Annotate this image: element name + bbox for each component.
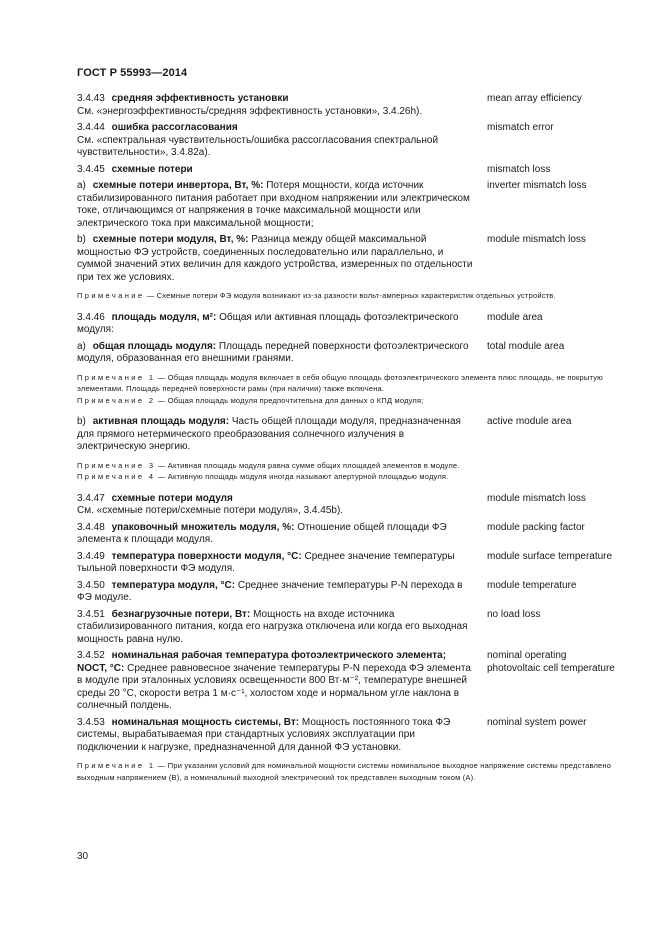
term-number: 3.4.44 <box>77 122 105 133</box>
note-label: Примечание 4 <box>77 472 156 481</box>
term-definition <box>77 580 475 605</box>
term-number: 3.4.49 <box>77 550 105 562</box>
term-english: module temperature <box>487 579 577 591</box>
term-english: total module area <box>487 340 565 352</box>
term-text: Площадь передней поверхности фотоэлектрического модуля, образованная его внешними гранями. <box>77 340 469 364</box>
term-number: b) <box>77 234 86 245</box>
term-definition <box>77 650 475 713</box>
term-text: Общая или активная площадь фотоэлектрического модуля: <box>77 311 459 335</box>
term-number: 3.4.48 <box>77 521 105 533</box>
term-text: Среднее равновесное значение температуры P-N перехода ФЭ элемента в модуле при эталонных условиях освещенности 800 Вт·м⁻², температуре внешней среды 20 °С, скорости ветра 1 м·с⁻¹, холостом ходе и нормальном угле наклона в солнечный полдень. <box>77 662 471 711</box>
term-number: 3.4.51 <box>77 608 105 620</box>
term-english: nominal system power <box>487 716 587 728</box>
term-entry-3-4-43 <box>77 93 617 118</box>
note <box>77 760 617 783</box>
note-label: Примечание 2 <box>77 395 156 405</box>
term-name: средняя эффективность установки <box>111 93 289 104</box>
term-text: См. «энергоэффективность/средняя эффективность установки», 3.4.26h). <box>77 105 423 117</box>
term-definition <box>77 93 475 118</box>
page-header: ГОСТ Р 55993—2014 <box>77 67 188 79</box>
page-number: 30 <box>77 851 89 862</box>
term-name: площадь модуля, м²: <box>111 311 217 323</box>
term-name: схемные потери модуля <box>111 492 233 504</box>
term-name: общая площадь модуля: <box>92 340 217 352</box>
term-entry-3-4-44 <box>77 122 617 160</box>
term-definition <box>77 180 475 230</box>
term-name: схемные потери модуля, Вт, %: <box>92 234 249 245</box>
term-entry-3-4-51 <box>77 609 617 647</box>
term-text: См. «схемные потери/схемные потери модуля», 3.4.45b). <box>77 505 344 516</box>
term-english: active module area <box>487 416 572 427</box>
term-entry-3-4-46a <box>77 341 617 366</box>
term-text: Потеря мощности, когда источник стабилизированного питания работает при входном напряжении или электрическом токе, отличающимся от напряжения в точке максимальной мощности или электрического тока при максимальной мощности; <box>77 180 470 229</box>
term-definition <box>77 609 475 647</box>
note-text: — Активная площадь модуля равна сумме общих площадей элементов в модуле. <box>157 460 460 470</box>
term-number: 3.4.52 <box>77 650 105 661</box>
note <box>77 395 617 407</box>
term-text: Среднее значение температуры тыльной поверхности ФЭ модуля. <box>77 550 455 574</box>
term-name: номинальная рабочая температура фотоэлектрического элемента; NOCT, °С: <box>77 650 447 674</box>
term-definition <box>77 717 475 755</box>
note-text: — При указании условий для номинальной мощности системы номинальное выходное напряжение системы представлено выходным напряжением (В), а номинальный выходной электрический ток представлен выходным током (А). <box>77 761 612 782</box>
term-english: mismatch loss <box>487 163 551 175</box>
term-definition <box>77 551 475 576</box>
term-entry-3-4-50 <box>77 580 617 605</box>
term-entry-3-4-48 <box>77 522 617 547</box>
term-english: nominal operating photovoltaic cell temperature <box>487 650 615 674</box>
term-name: температура модуля, °С: <box>111 579 236 591</box>
term-entry-3-4-52 <box>77 650 617 713</box>
note-label: Примечание 1 <box>77 761 156 770</box>
term-definition <box>77 122 475 160</box>
term-text: Отношение общей площади ФЭ элемента к площади модуля. <box>77 521 447 545</box>
term-text: См. «спектральная чувствительность/ошибка рассогласования спектральной чувствительности», 3.4.82a). <box>77 134 439 158</box>
term-english: module mismatch loss <box>487 492 586 504</box>
term-text: Среднее значение температуры P-N перехода в ФЭ модуле. <box>77 579 463 603</box>
term-text: Часть общей площади модуля, предназначенная для прямого нетермического преобразования солнечного излучения в электрическую энергию. <box>77 416 461 452</box>
term-number: 3.4.43 <box>77 93 105 104</box>
term-name: активная площадь модуля: <box>92 416 230 427</box>
term-entry-3-4-46 <box>77 312 617 337</box>
note-text: — Схемные потери ФЭ модуля возникают из-за разности вольт-амперных характеристик отдельных устройств. <box>146 291 556 300</box>
term-english: module mismatch loss <box>487 234 586 245</box>
term-name: упаковочный множитель модуля, %: <box>111 521 295 533</box>
note-label: Примечание 3 <box>77 460 156 470</box>
term-english: module surface temperature <box>487 550 613 562</box>
term-entry-3-4-47 <box>77 493 617 518</box>
term-english: inverter mismatch loss <box>487 180 587 191</box>
note-label: Примечание 1 <box>77 372 156 382</box>
term-entry-3-4-46b <box>77 416 617 454</box>
term-english: module area <box>487 311 543 323</box>
term-number: 3.4.45 <box>77 163 105 175</box>
term-name: ошибка рассогласования <box>111 122 238 133</box>
term-definition <box>77 416 475 454</box>
term-name: схемные потери инвертора, Вт, %: <box>92 180 264 191</box>
term-entry-3-4-53 <box>77 717 617 755</box>
term-definition <box>77 522 475 547</box>
term-entry-3-4-49 <box>77 551 617 576</box>
note <box>77 460 617 472</box>
term-number: b) <box>77 416 86 427</box>
note <box>77 471 617 483</box>
note-text: — Общая площадь модуля включает в себя общую площадь фотоэлектрического элемента плюс площадь, не покрытую элементами. Площадь передней поверхности рамы (при наличии) также включена. <box>77 372 603 393</box>
note <box>77 372 617 395</box>
term-entry-3-4-45 <box>77 164 617 177</box>
term-english: no load loss <box>487 608 541 620</box>
term-english: mean array efficiency <box>487 93 582 104</box>
term-number: 3.4.50 <box>77 579 105 591</box>
term-number: 3.4.53 <box>77 716 105 728</box>
term-definition <box>77 341 475 366</box>
term-name: безнагрузочные потери, Вт: <box>111 608 251 620</box>
term-text: Разница между общей максимальной мощностью ФЭ устройств, соединенных последовательно или параллельно, и суммой значений этих величин для каждого устройства, измеренных по отдельности при тех же условиях. <box>77 234 473 283</box>
term-definition <box>77 164 475 177</box>
term-english: mismatch error <box>487 122 554 133</box>
note-label: Примечание <box>77 291 145 300</box>
note-text: — Общая площадь модуля предпочтительна для данных о КПД модуля; <box>157 395 424 405</box>
terms-content <box>77 93 617 793</box>
term-text: Мощность на входе источника стабилизированного питания, когда его нагрузка отключена или когда его выходная мощность равна нулю. <box>77 608 468 645</box>
note <box>77 290 617 302</box>
term-english: module packing factor <box>487 521 585 533</box>
term-number: a) <box>77 340 86 352</box>
term-number: 3.4.46 <box>77 311 105 323</box>
term-number: a) <box>77 180 86 191</box>
term-entry-3-4-45b <box>77 234 617 284</box>
term-text: Мощность постоянного тока ФЭ системы, вырабатываемая при стандартных условиях эксплуатации при подключении к нагрузке, предназначенной для данной ФЭ установки. <box>77 716 451 753</box>
note-text: — Активную площадь модуля иногда называют апертурной площадью модуля. <box>157 472 449 481</box>
term-definition <box>77 234 475 284</box>
term-definition <box>77 493 475 518</box>
term-entry-3-4-45a <box>77 180 617 230</box>
term-name: номинальная мощность системы, Вт: <box>111 716 300 728</box>
term-definition <box>77 312 475 337</box>
term-name: температура поверхности модуля, °С: <box>111 550 302 562</box>
term-number: 3.4.47 <box>77 492 105 504</box>
term-name: схемные потери <box>111 163 193 175</box>
